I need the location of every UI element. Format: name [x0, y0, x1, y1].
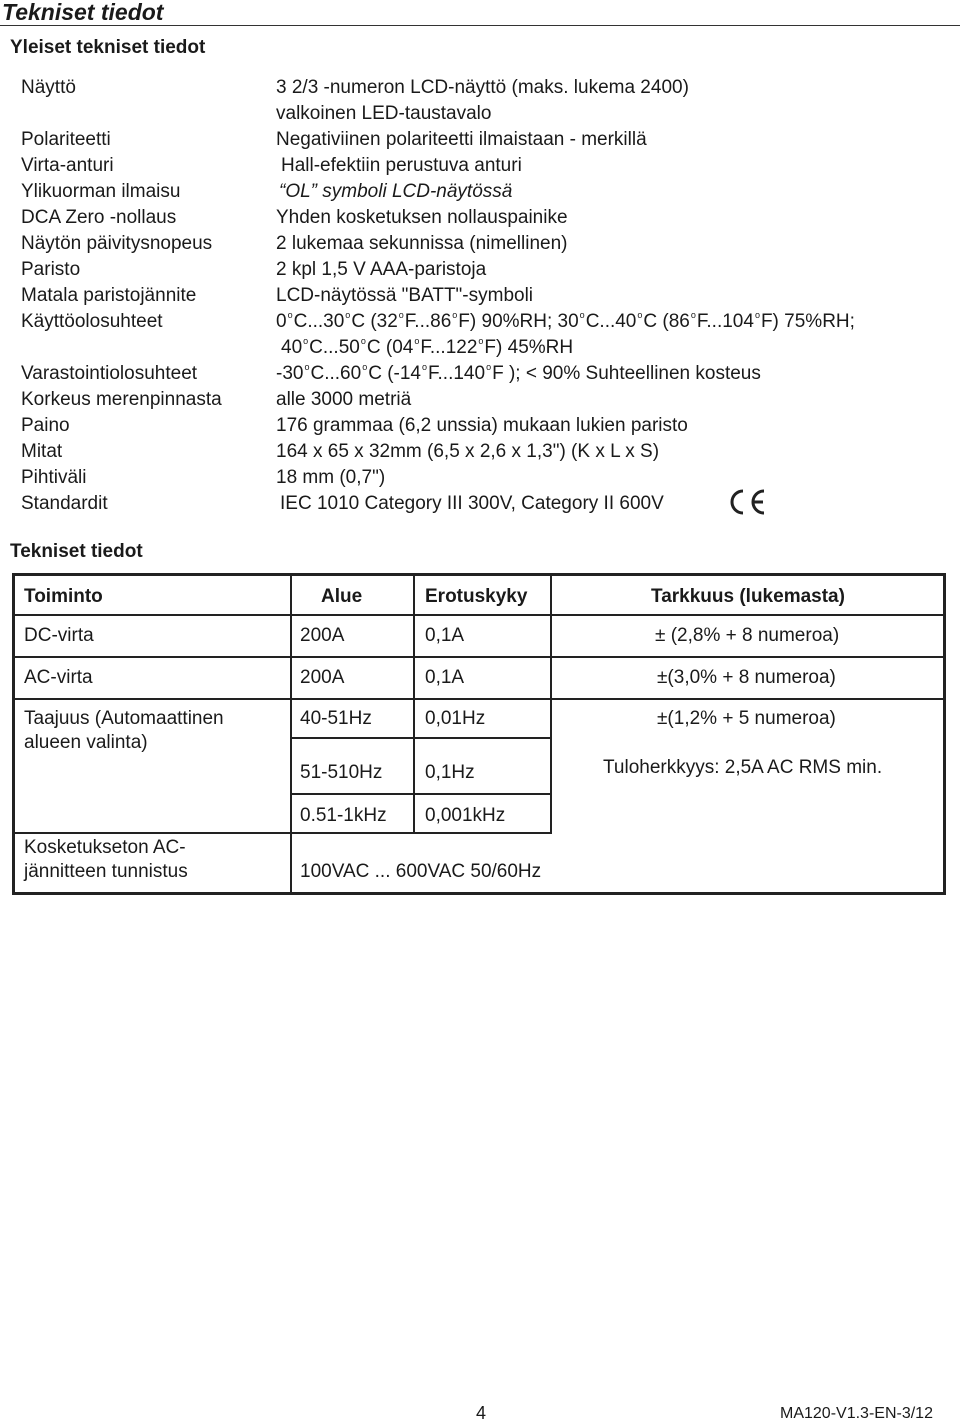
table-cell: Tuloherkkyys: 2,5A AC RMS min. — [603, 757, 883, 778]
spec-label: Ylikuorman ilmaisu — [21, 181, 181, 202]
table-cell: 200A — [300, 625, 345, 646]
table-rule — [290, 793, 551, 795]
spec-label: Näyttö — [21, 77, 76, 98]
table-header-cell: Toiminto — [24, 586, 103, 607]
spec-label: Standardit — [21, 493, 108, 514]
table-cell: 51-510Hz — [300, 762, 383, 783]
table-cell: 100VAC ... 600VAC 50/60Hz — [300, 861, 542, 882]
table-border-right — [943, 573, 946, 895]
table-cell: 200A — [300, 667, 345, 688]
table-header-cell: Erotuskyky — [425, 586, 528, 607]
spec-value: Negativiinen polariteetti ilmaistaan - merkillä — [276, 129, 647, 150]
spec-label: Pihtiväli — [21, 467, 87, 488]
spec-value: LCD-näytössä "BATT"-symboli — [276, 285, 534, 306]
page-title: Tekniset tiedot — [0, 0, 960, 26]
table-cell: ±(3,0% + 8 numeroa) — [657, 667, 836, 688]
storage-value: -30$^o$C...60$^o$C (-14$^o$F...140$^o$F ); < 90% Suhteellinen kosteus — [276, 362, 761, 384]
spec-value: valkoinen LED-taustavalo — [276, 103, 492, 124]
spec-value: Hall-efektiin perustuva anturi — [281, 155, 522, 176]
section-heading-general: Yleiset tekniset tiedot — [10, 37, 206, 58]
operating-line-1: 0$^o$C...30$^o$C (32$^o$F...86$^o$F) 90%RH; 30$^o$C...40$^o$C (86$^o$F...104$^o$F) 75%RH; — [276, 310, 855, 332]
table-header-cell: Tarkkuus (lukemasta) — [651, 586, 845, 607]
table-border-left — [12, 573, 15, 895]
table-cell: 0,1A — [425, 667, 465, 688]
spec-value: 3 2/3 -numeron LCD-näyttö (maks. lukema 2400) — [276, 77, 689, 98]
spec-label: Näytön päivitysnopeus — [21, 233, 213, 254]
ce-mark-icon — [726, 487, 770, 517]
spec-value: IEC 1010 Category III 300V, Category II 600V — [280, 493, 664, 514]
spec-value: 2 lukemaa sekunnissa (nimellinen) — [276, 233, 568, 254]
spec-label: Käyttöolosuhteet — [21, 311, 163, 332]
table-cell: DC-virta — [24, 625, 94, 646]
spec-label: Virta-anturi — [21, 155, 114, 176]
table-cell: Taajuus (Automaattinen alueen valinta) — [24, 708, 224, 753]
table-cell: Kosketukseton AC-jännitteen tunnistus — [24, 837, 188, 882]
document-code: MA120-V1.3-EN-3/12 — [780, 1405, 933, 1422]
table-cell: 40-51Hz — [300, 708, 372, 729]
table-rule-vertical — [550, 573, 552, 834]
table-rule — [12, 832, 551, 834]
spec-label: Polariteetti — [21, 129, 111, 150]
table-rule-vertical — [290, 573, 292, 895]
spec-label: Matala paristojännite — [21, 285, 197, 306]
table-cell: 0.51-1kHz — [300, 805, 387, 826]
spec-value: 2 kpl 1,5 V AAA-paristoja — [276, 259, 487, 280]
spec-label: DCA Zero -nollaus — [21, 207, 177, 228]
operating-line-2: 40$^o$C...50$^o$C (04$^o$F...122$^o$F) 45%RH — [281, 336, 574, 358]
table-cell: 0,1Hz — [425, 762, 475, 783]
table-border-bottom — [12, 892, 946, 895]
table-border-top — [12, 573, 946, 576]
spec-label: Mitat — [21, 441, 63, 462]
spec-label: Paristo — [21, 259, 81, 280]
spec-label: Varastointiolosuhteet — [21, 363, 198, 384]
spec-value: 164 x 65 x 32mm (6,5 x 2,6 x 1,3") (K x L x S) — [276, 441, 660, 462]
spec-value: Yhden kosketuksen nollauspainike — [276, 207, 568, 228]
table-cell: ± (2,8% + 8 numeroa) — [655, 625, 840, 646]
spec-value: 176 grammaa (6,2 unssia) mukaan lukien paristo — [276, 415, 688, 436]
table-rule — [290, 737, 551, 739]
table-rule — [12, 656, 946, 658]
spec-value: 18 mm (0,7") — [276, 467, 386, 488]
table-header-cell: Alue — [321, 586, 363, 607]
table-cell: AC-virta — [24, 667, 93, 688]
table-rule — [12, 614, 946, 616]
table-rule — [12, 698, 946, 700]
table-cell: 0,001kHz — [425, 805, 506, 826]
table-cell: 0,01Hz — [425, 708, 486, 729]
table-rule-vertical — [413, 573, 415, 834]
spec-value: “OL” symboli LCD-näytössä — [279, 181, 513, 202]
section-heading-tech: Tekniset tiedot — [10, 541, 143, 562]
spec-value: alle 3000 metriä — [276, 389, 412, 410]
spec-label: Paino — [21, 415, 70, 436]
spec-label: Korkeus merenpinnasta — [21, 389, 222, 410]
page-number: 4 — [476, 1403, 487, 1423]
table-cell: 0,1A — [425, 625, 465, 646]
table-cell: ±(1,2% + 5 numeroa) — [657, 708, 836, 729]
